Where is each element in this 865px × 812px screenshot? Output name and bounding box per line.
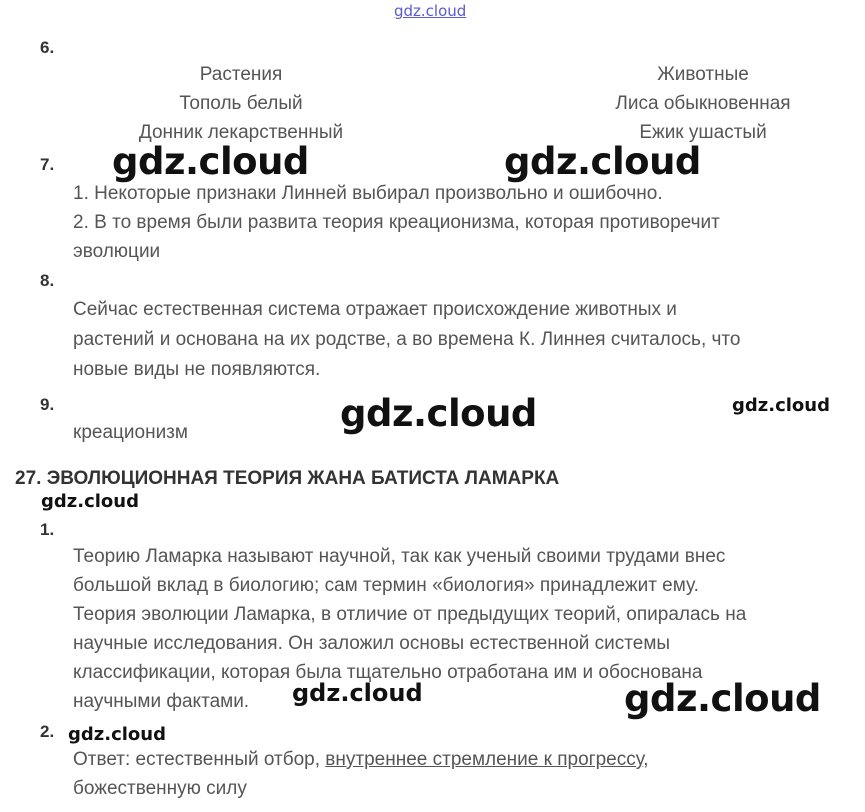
section-question-1-number: 1. — [40, 520, 55, 539]
watermark: gdz.cloud — [112, 140, 309, 183]
answer-line: креационизм — [73, 422, 188, 443]
answer-prefix: Ответ: естественный отбор, — [73, 749, 326, 770]
watermark: gdz.cloud — [41, 491, 139, 512]
answer-line: научные исследования. Он заложил основы естественной системы — [73, 633, 671, 654]
plant-item: Тополь белый — [179, 93, 303, 114]
plants-header: Растения — [199, 64, 283, 85]
watermark: gdz.cloud — [732, 395, 830, 416]
animal-item: Ежик ушастый — [639, 122, 767, 143]
answer-line: 1. Некоторые признаки Линней выбирал произвольно и ошибочно. — [73, 183, 663, 204]
answer-line: растений и основана на их родстве, а во времена К. Линнея считалось, что — [73, 329, 741, 350]
answer-line: Сейчас естественная система отражает происхождение животных и — [73, 299, 677, 320]
question-8-number: 8. — [40, 271, 55, 290]
watermark: gdz.cloud — [504, 140, 701, 183]
answer-line: классификации, которая была тщательно отработана им и обоснована — [73, 662, 703, 683]
question-9-number: 9. — [40, 395, 55, 414]
answer-line: эволюции — [73, 241, 161, 262]
watermark: gdz.cloud — [292, 679, 423, 707]
answer-line: новые виды не появляются. — [73, 359, 321, 380]
watermark: gdz.cloud — [624, 677, 821, 720]
question-6-number: 6. — [40, 38, 55, 57]
animal-item: Лиса обыкновенная — [615, 93, 791, 114]
plant-item: Донник лекарственный — [138, 122, 344, 143]
answer-line: большой вклад в биологию; сам термин «биология» принадлежит ему. — [73, 575, 699, 596]
answer-line: божественную силу — [73, 778, 247, 799]
section-title: 27. ЭВОЛЮЦИОННАЯ ТЕОРИЯ ЖАНА БАТИСТА ЛАМАРКА — [15, 468, 560, 489]
answer-line: 2. В то время были развита теория креационизма, которая противоречит — [73, 212, 720, 233]
answer-line: научными фактами. — [73, 691, 250, 712]
answer-suffix: , — [643, 749, 649, 770]
answer-line — [73, 745, 649, 775]
question-7-number: 7. — [40, 155, 55, 174]
underlined-answer: внутреннее стремление к прогрессу — [325, 749, 644, 770]
watermark-top: gdz.cloud — [394, 2, 467, 20]
watermark: gdz.cloud — [340, 392, 537, 435]
answer-line: Теория эволюции Ламарка, в отличие от предыдущих теорий, опиралась на — [73, 604, 747, 625]
animals-header: Животные — [657, 64, 749, 85]
watermark: gdz.cloud — [68, 724, 166, 745]
section-question-2-number: 2. — [40, 722, 55, 741]
answer-line: Теорию Ламарка называют научной, так как ученый своими трудами внес — [73, 546, 726, 567]
